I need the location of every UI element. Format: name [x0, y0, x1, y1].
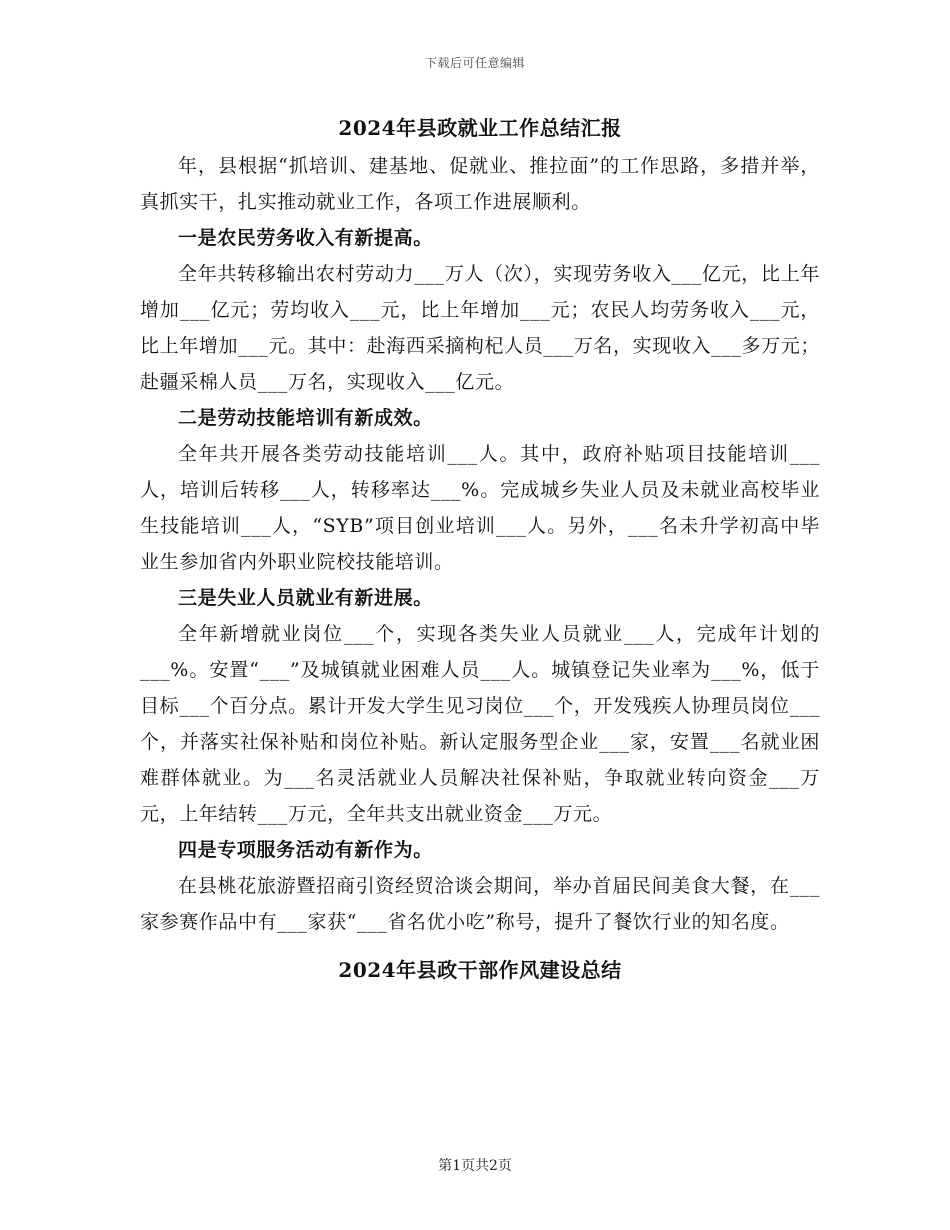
section-body-2: 全年共开展各类劳动技能培训___人。其中，政府补贴项目技能培训___人，培训后转移___人，转移率达___%。完成城乡失业人员及未就业高校毕业生技能培训___人，“SYB”项目创业培训___人。另外，___名未升学初高中毕业生参加省内外职业院校技能培训。 — [140, 443, 820, 573]
page-number-footer: 第1页共2页 — [438, 1158, 512, 1174]
section-body-4: 在县桃花旅游暨招商引资经贸洽谈会期间，举办首届民间美食大餐，在___家参赛作品中有___家获“___省名优小吃”称号，提升了餐饮行业的知名度。 — [140, 875, 820, 933]
intro-paragraph: 年，县根据“抓培训、建基地、促就业、推拉面”的工作思路，多措并举，真抓实干，扎实推动就业工作，各项工作进展顺利。 — [140, 155, 820, 213]
download-note: 下载后可任意编辑 — [424, 56, 525, 70]
section-heading-3: 三是失业人员就业有新进展。 — [178, 587, 433, 609]
section-heading-4: 四是专项服务活动有新作为。 — [178, 839, 433, 861]
document-body — [140, 112, 820, 986]
document-title: 2024年县政就业工作总结汇报 — [338, 116, 622, 140]
section-body-3: 全年新增就业岗位___个，实现各类失业人员就业___人，完成年计划的___%。安置“___”及城镇就业困难人员___人。城镇登记失业率为___%，低于目标___个百分点。累计开发大学生见习岗位___个，开发残疾人协理员岗位___个，并落实社保补贴和岗位补贴。新认定服务型企业___家，安置___名就业困难群体就业。为___名灵活就业人员解决社保补贴，争取就业转向资金___万元，上年结转___万元，全年共支出就业资金___万元。 — [140, 623, 820, 825]
section-body-1: 全年共转移输出农村劳动力___万人（次），实现劳务收入___亿元，比上年增加___亿元；劳均收入___元，比上年增加___元；农民人均劳务收入___元，比上年增加___元。其中：赴海西采摘枸杞人员___万名，实现收入___多万元；赴疆采棉人员___万名，实现收入___亿元。 — [140, 263, 820, 393]
section-heading-2: 二是劳动技能培训有新成效。 — [178, 407, 433, 429]
section-heading-1: 一是农民劳务收入有新提高。 — [178, 227, 433, 249]
second-document-title: 2024年县政干部作风建设总结 — [338, 958, 622, 982]
